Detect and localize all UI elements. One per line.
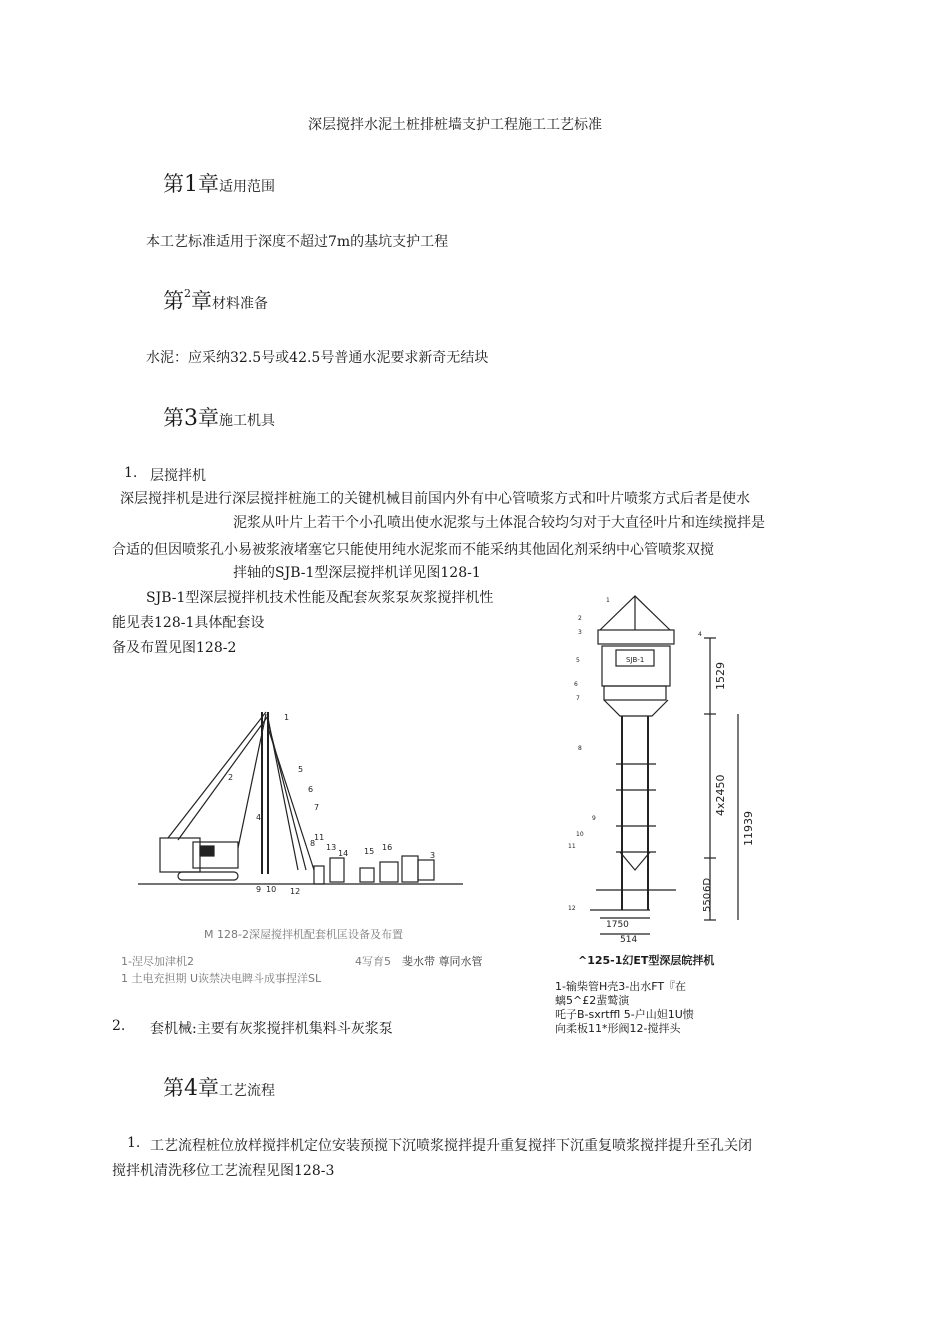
list-item-2-label: 2.	[112, 1018, 126, 1034]
svg-text:16: 16	[382, 843, 393, 852]
paragraph-line: SJB-1型深层搅拌机技术性能及配套灰浆泵灰浆搅拌机性	[146, 590, 494, 606]
paragraph-line: 泥浆从叶片上若干个小孔喷出使水泥浆与土体混合较均匀对于大直径叶片和连续搅拌是	[233, 515, 765, 531]
paragraph-line: 合适的但因喷浆孔小易被浆液堵塞它只能使用纯水泥浆而不能采纳其他固化剂采纳中心管喷浆双搅	[112, 542, 714, 558]
svg-text:11: 11	[568, 843, 576, 850]
svg-text:3: 3	[578, 629, 582, 636]
chapter-title: 工艺流程	[219, 1083, 275, 1099]
figure-legend: 1-涅尽加津机2	[121, 955, 194, 968]
chapter-suffix: 章	[198, 172, 219, 196]
svg-text:11: 11	[314, 833, 325, 842]
chapter-number: 1	[184, 172, 198, 197]
chapter-3-heading	[163, 402, 275, 432]
document-title: 深层搅拌水泥土桩排桩墙支护工程施工工艺标准	[308, 117, 602, 133]
dimension-label: 550	[702, 892, 713, 912]
paragraph-line: 工艺流程桩位放样搅拌机定位安装预搅下沉喷浆搅拌提升重复搅拌下沉重复喷浆搅拌提升至孔关闭	[150, 1138, 752, 1154]
chapter-suffix: 章	[191, 289, 212, 313]
svg-text:15: 15	[364, 847, 375, 856]
svg-text:12: 12	[290, 887, 301, 896]
figure-caption-left: M 128-2深屋搅拌机配套机匡设备及布置	[204, 928, 403, 941]
chapter-number: 3	[184, 406, 198, 431]
crane-boom	[168, 712, 266, 838]
dimension-label: 1750	[606, 920, 629, 930]
svg-text:2: 2	[228, 773, 234, 782]
svg-text:8: 8	[578, 745, 582, 752]
chapter-2-heading	[163, 285, 268, 315]
crane-cab	[160, 838, 200, 872]
chapter-1-heading	[163, 168, 275, 198]
chapter-prefix: 第	[163, 1076, 184, 1100]
chapter-title: 施工机具	[219, 413, 275, 429]
svg-text:8: 8	[310, 839, 316, 848]
figure-legend: 4写育5	[355, 955, 391, 968]
figure-legend: 向柔板11*形阀12-搅拌头	[555, 1022, 681, 1035]
svg-text:7: 7	[314, 803, 320, 812]
list-item-1-title: 层搅拌机	[150, 468, 206, 484]
chapter-title: 适用范围	[219, 179, 275, 195]
list-item-2-text: 套机械:主要有灰浆搅拌机集料斗灰浆泵	[150, 1021, 393, 1037]
paragraph-line: 深层搅拌机是进行深层搅拌桩施工的关键机械目前国内外有中心管喷浆方式和叶片喷浆方式后者是使水	[120, 491, 750, 507]
chapter-suffix: 章	[198, 406, 219, 430]
dimension-label: 6D	[702, 877, 713, 892]
svg-text:5: 5	[298, 765, 304, 774]
equipment-layout-figure	[138, 698, 468, 898]
svg-text:10: 10	[576, 831, 584, 838]
chapter-number: 2	[184, 287, 191, 300]
figure-legend: 吒子B-sxrtffl 5-户山妲1U愦	[555, 1008, 694, 1021]
svg-text:9: 9	[256, 885, 262, 894]
svg-text:9: 9	[592, 815, 596, 822]
svg-text:3: 3	[430, 851, 436, 860]
svg-text:6: 6	[308, 785, 314, 794]
dimension-label: 514	[620, 935, 638, 945]
svg-text:5: 5	[576, 657, 580, 664]
chapter-prefix: 第	[163, 406, 184, 430]
figure-caption-right: ^125-1幻ET型深层皖拌机	[578, 954, 715, 967]
figure-legend: 1 土电充担期 U诙禁决电睥斗成事捏洋SL	[121, 972, 322, 985]
svg-text:1: 1	[284, 713, 290, 722]
svg-text:4: 4	[256, 813, 262, 822]
chapter-prefix: 第	[163, 172, 184, 196]
chapter-2-text: 水泥：应采纳32.5号或42.5号普通水泥要求新奇无结块	[146, 350, 489, 366]
paragraph-line: 拌轴的SJB-1型深层搅拌机详见图128-1	[233, 565, 481, 581]
chapter-4-heading	[163, 1072, 275, 1102]
figure-legend: 斐水带 尊同水管	[402, 955, 483, 968]
dimension-label: 4x2450	[714, 774, 727, 816]
paragraph-line: 能见表128-1具体配套设	[112, 615, 265, 631]
chapter-title: 材料准备	[212, 296, 268, 312]
chapter-1-text: 本工艺标准适用于深度不超过7m的基坑支护工程	[146, 234, 449, 250]
svg-text:6: 6	[574, 681, 578, 688]
svg-text:14: 14	[338, 849, 349, 858]
figure-legend: 1-输柴管H壳3-出水FT『在	[555, 980, 687, 993]
svg-text:2: 2	[578, 615, 582, 622]
chapter-suffix: 章	[198, 1076, 219, 1100]
sjb-mixer-figure	[560, 590, 760, 950]
dimension-label: 11939	[742, 811, 755, 846]
paragraph-line: 备及布置见图128-2	[112, 640, 237, 656]
svg-text:7: 7	[576, 695, 580, 702]
svg-text:13: 13	[326, 843, 337, 852]
sjb-label: SJB-1	[626, 656, 645, 664]
svg-text:4: 4	[698, 631, 702, 638]
paragraph-line: 搅拌机清洗移位工艺流程见图128-3	[112, 1163, 335, 1179]
list-item-1-label: 1.	[124, 465, 138, 481]
chapter-number: 4	[184, 1076, 198, 1101]
chapter-prefix: 第	[163, 289, 184, 313]
svg-text:10: 10	[266, 885, 277, 894]
list-item-label: 1.	[127, 1135, 141, 1151]
svg-text:12: 12	[568, 905, 576, 912]
dimension-label: 1529	[714, 662, 727, 690]
svg-text:1: 1	[606, 597, 610, 604]
figure-legend: 螭5^£2蜚鹫演	[555, 994, 630, 1007]
